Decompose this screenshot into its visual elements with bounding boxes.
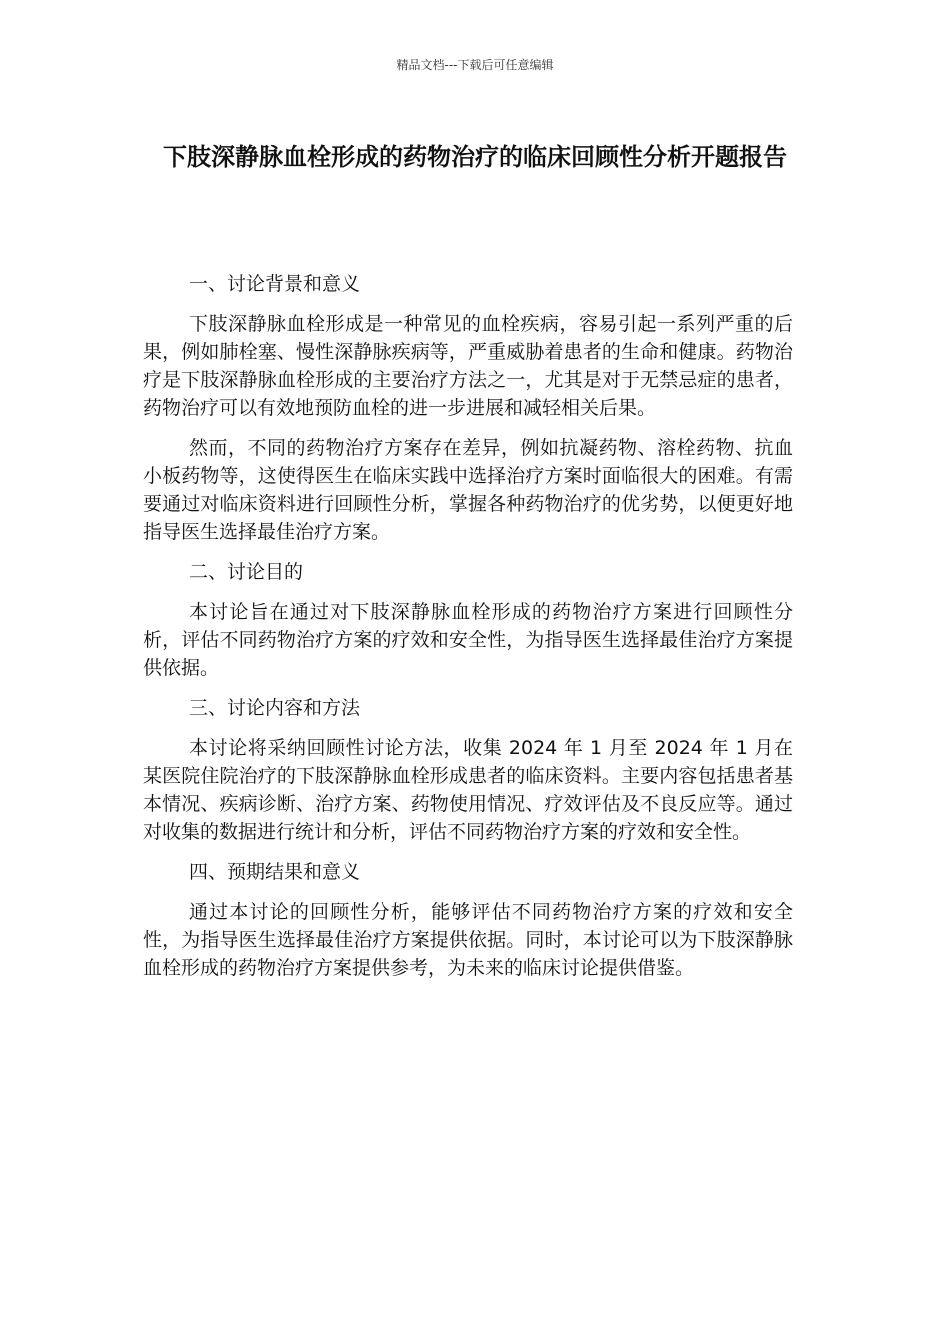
document-title: 下肢深静脉血栓形成的药物治疗的临床回顾性分析开题报告 (163, 143, 787, 171)
paragraph-methods: 本讨论将采纳回顾性讨论方法，收集 2024 年 1 月至 2024 年 1 月在某医院住院治疗的下肢深静脉血栓形成患者的临床资料。主要内容包括患者基本情况、疾病诊断、治疗方案、药物使用情况、疗效评估及不良反应等。通过对收集的数据进行统计和分析，评估不同药物治疗方案的疗效和安全性。 (143, 737, 793, 843)
paragraph-expected-results: 通过本讨论的回顾性分析，能够评估不同药物治疗方案的疗效和安全性，为指导医生选择最佳治疗方案提供依据。同时，本讨论可以为下肢深静脉血栓形成的药物治疗方案提供参考，为未来的临床讨论提供借鉴。 (143, 901, 793, 979)
paragraph-purpose: 本讨论旨在通过对下肢深静脉血栓形成的药物治疗方案进行回顾性分析，评估不同药物治疗方案的疗效和安全性，为指导医生选择最佳治疗方案提供依据。 (143, 601, 793, 679)
section-heading-purpose: 二、讨论目的 (189, 561, 304, 583)
paragraph-background-1: 下肢深静脉血栓形成是一种常见的血栓疾病，容易引起一系列严重的后果，例如肺栓塞、慢性深静脉疾病等，严重威胁着患者的生命和健康。药物治疗是下肢深静脉血栓形成的主要治疗方法之一，尤其是对于无禁忌症的患者，药物治疗可以有效地预防血栓的进一步进展和减轻相关后果。 (143, 313, 793, 419)
page-header-note: 精品文档---下载后可任意编辑 (396, 58, 554, 72)
document-body (143, 270, 793, 994)
paragraph-background-2: 然而，不同的药物治疗方案存在差异，例如抗凝药物、溶栓药物、抗血小板药物等，这使得医生在临床实践中选择治疗方案时面临很大的困难。有需要通过对临床资料进行回顾性分析，掌握各种药物治疗的优劣势，以便更好地指导医生选择最佳治疗方案。 (143, 437, 793, 543)
section-heading-methods: 三、讨论内容和方法 (189, 697, 361, 719)
section-heading-expected-results: 四、预期结果和意义 (189, 861, 361, 883)
section-heading-background: 一、讨论背景和意义 (189, 273, 361, 295)
